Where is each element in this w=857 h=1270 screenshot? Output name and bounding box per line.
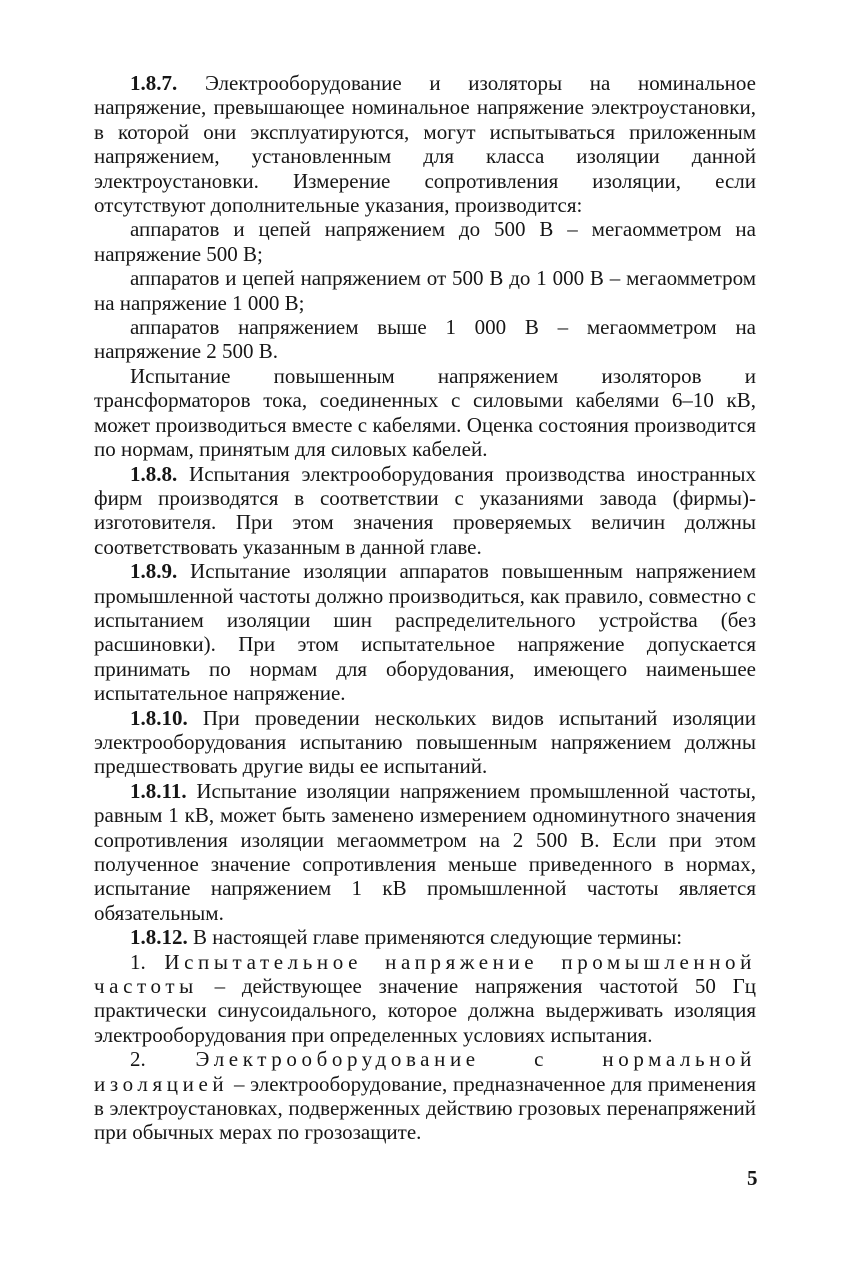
term-name: Испытательное напряжение промышленной частоты bbox=[94, 949, 756, 999]
page-number: 5 bbox=[747, 1166, 758, 1190]
section-number: 1.8.11. bbox=[130, 778, 187, 803]
section-1-8-12 bbox=[94, 925, 756, 949]
section-1-8-7 bbox=[94, 71, 756, 217]
section-1-8-11 bbox=[94, 779, 756, 925]
term-definition: – электрооборудование, предназначенное для применения в электроустановках, подверженных действию грозовых перенапряжений при обычных мерах по грозозащите. bbox=[94, 1071, 757, 1145]
list-item: аппаратов напряжением выше 1 000 В – мегаомметром на напряжение 2 500 В. bbox=[94, 315, 756, 364]
section-text: В настоящей главе применяются следующие термины: bbox=[193, 925, 683, 950]
term-index: 1. bbox=[130, 949, 146, 974]
section-text: Испытания электрооборудования производства иностранных фирм производятся в соответствии с указаниями завода (фирмы)-изготовителя. При этом значения проверяемых величин должны соответствовать указанным в данной главе. bbox=[94, 461, 756, 559]
section-text: Испытание изоляции аппаратов повышенным напряжением промышленной частоты должно производиться, как правило, совместно с испытанием изоляции шин распределительного устройства (без расшиновки). При этом испытательное напряжение допускается принимать по нормам для оборудования, имеющего наименьшее испытательное напряжение. bbox=[94, 559, 756, 706]
term-item bbox=[94, 1047, 756, 1145]
page-body bbox=[94, 71, 756, 1145]
section-1-8-8 bbox=[94, 462, 756, 560]
term-definition: – действующее значение напряжения частотой 50 Гц практически синусоидального, которое должна выдерживать изоляция электрооборудования при определенных условиях испытания. bbox=[94, 974, 756, 1047]
term-name: Электрооборудование с нормальной изоляцией bbox=[94, 1047, 756, 1096]
section-text: Испытание изоляции напряжением промышленной частоты, равным 1 кВ, может быть заменено измерением одноминутного значения сопротивления изоляции мегаомметром на 2 500 В. Если при этом полученное значение сопротивления меньше приведенного в нормах, испытание напряжением 1 кВ промышленной частоты является обязательным. bbox=[94, 778, 757, 925]
term-item bbox=[94, 950, 756, 1048]
section-number: 1.8.9. bbox=[130, 559, 178, 584]
list-item: аппаратов и цепей напряжением от 500 В до 1 000 В – мегаомметром на напряжение 1 000 В; bbox=[94, 266, 756, 315]
section-1-8-9 bbox=[94, 559, 756, 705]
section-number: 1.8.10. bbox=[130, 705, 188, 730]
section-number: 1.8.8. bbox=[130, 461, 178, 486]
term-index: 2. bbox=[130, 1047, 146, 1072]
section-number: 1.8.7. bbox=[130, 71, 178, 95]
section-text: При проведении нескольких видов испытаний изоляции электрооборудования испытанию повышенным напряжением должны предшествовать другие виды ее испытаний. bbox=[94, 705, 757, 779]
section-text: Электрооборудование и изоляторы на номинальное напряжение, превышающее номинальное напряжение электроустановки, в которой они эксплуатируются, могут испытываться приложенным напряжением, установленным для класса изоляции данной электроустановки. Измерение сопротивления изоляции, если отсутствуют дополнительные указания, производится: bbox=[94, 71, 756, 218]
section-number: 1.8.12. bbox=[130, 925, 188, 950]
section-paragraph: Испытание повышенным напряжением изоляторов и трансформаторов тока, соединенных с силовыми кабелями 6–10 кВ, может производиться вместе с кабелями. Оценка состояния производится по нормам, принятым для силовых кабелей. bbox=[94, 363, 756, 462]
section-1-8-10 bbox=[94, 706, 756, 779]
list-item: аппаратов и цепей напряжением до 500 В – мегаомметром на напряжение 500 В; bbox=[94, 217, 756, 266]
